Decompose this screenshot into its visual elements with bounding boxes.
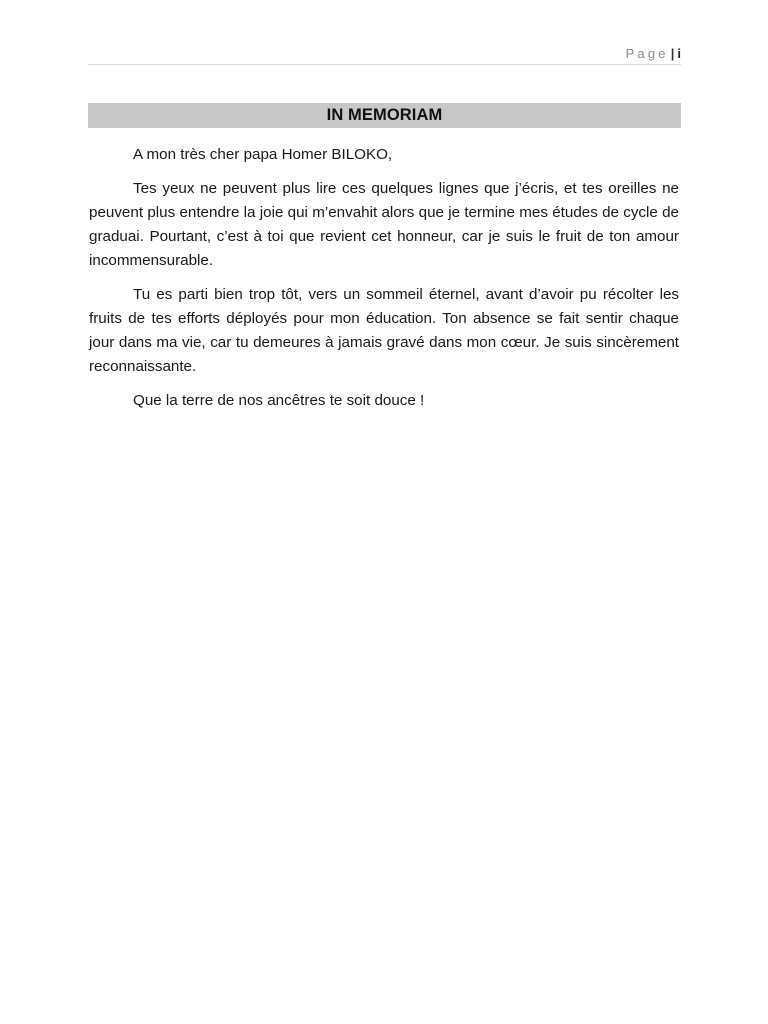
memorial-text bbox=[89, 143, 679, 423]
page-header bbox=[88, 44, 681, 65]
salutation-paragraph: A mon très cher papa Homer BILOKO, bbox=[133, 146, 393, 163]
page-word: Page bbox=[625, 46, 669, 61]
title-banner bbox=[88, 103, 681, 128]
page-title: IN MEMORIAM bbox=[326, 106, 443, 124]
body-paragraph-1: Tes yeux ne peuvent plus lire ces quelques lignes que j’écris, et tes oreilles ne peuvent plus entendre la joie qui m’envahit alors que je termine mes études de cycle de graduai. Pourtant, c’est à toi que revient cet honneur, car je suis le fruit de ton amour incommensurable. bbox=[89, 180, 679, 269]
page-separator: | bbox=[670, 46, 675, 61]
body-paragraph-2: Tu es parti bien trop tôt, vers un sommeil éternel, avant d’avoir pu récolter les fruits de tes efforts déployés pour mon éducation. Ton absence se fait sentir chaque jour dans ma vie, car tu demeures à jamais gravé dans mon cœur. Je suis sincèrement reconnaissante. bbox=[89, 286, 679, 375]
page-number: i bbox=[677, 46, 681, 61]
closing-paragraph: Que la terre de nos ancêtres te soit douce ! bbox=[133, 392, 425, 409]
page-number-label bbox=[626, 46, 681, 62]
